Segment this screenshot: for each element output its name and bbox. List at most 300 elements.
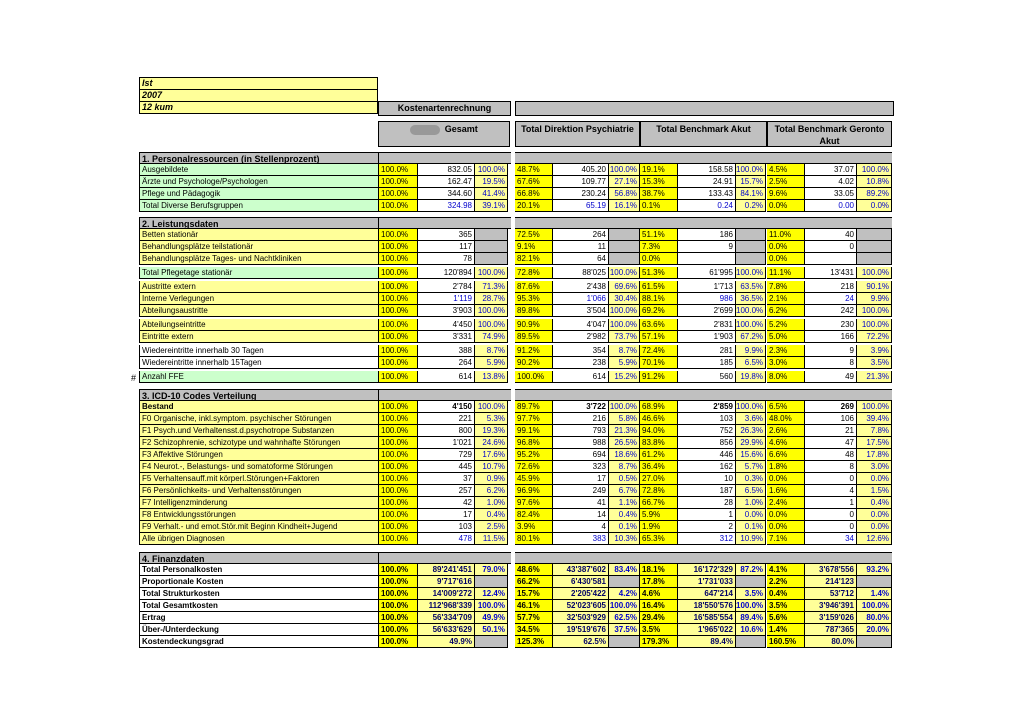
pct-of-total: 100.0%	[609, 600, 640, 612]
pct-share: 11.1%	[767, 267, 805, 279]
value: 120'894	[418, 267, 475, 279]
pct-of-total: 4.2%	[609, 588, 640, 600]
pct-of-total: 20.0%	[857, 624, 892, 636]
table-row	[139, 425, 899, 437]
section-fill	[515, 389, 892, 401]
value: 61'995	[678, 267, 736, 279]
value: 10	[678, 473, 736, 485]
pct-share: 0.0%	[767, 200, 805, 212]
pct-share: 100.0%	[515, 371, 553, 383]
row-label: Total Personalkosten	[139, 564, 379, 576]
pct-of-total: 62.5%	[609, 612, 640, 624]
value: 694	[553, 449, 609, 461]
pct-of-total	[736, 253, 766, 265]
pct-share: 80.1%	[515, 533, 553, 545]
pct-of-total: 21.3%	[609, 425, 640, 437]
table-row	[139, 281, 899, 293]
value: 0.24	[678, 200, 736, 212]
section-title: 2. Leistungsdaten	[139, 217, 379, 229]
table-row	[139, 293, 899, 305]
value: 186	[678, 229, 736, 241]
row-label: Pflege und Pädagogik	[139, 188, 379, 200]
value: 2	[678, 521, 736, 533]
pct-share: 0.0%	[767, 521, 805, 533]
pct-share: 83.8%	[640, 437, 678, 449]
value: 2'982	[553, 331, 609, 343]
pct-share: 2.5%	[767, 176, 805, 188]
pct-share: 5.2%	[767, 319, 805, 331]
pct-share: 5.0%	[767, 331, 805, 343]
pct-of-total: 1.5%	[857, 485, 892, 497]
value: 0	[805, 241, 857, 253]
value: 162	[678, 461, 736, 473]
pct-share: 88.1%	[640, 293, 678, 305]
table-row	[139, 253, 899, 265]
pct-of-total	[736, 636, 766, 648]
value: 793	[553, 425, 609, 437]
pct-of-total: 0.0%	[736, 509, 766, 521]
value: 3'946'391	[805, 600, 857, 612]
pct-share: 100.0%	[379, 281, 418, 293]
value: 16'585'554	[678, 612, 736, 624]
pct-share: 72.5%	[515, 229, 553, 241]
value: 1'119	[418, 293, 475, 305]
row-label: Austritte extern	[139, 281, 379, 293]
pct-share: 125.3%	[515, 636, 553, 648]
row-label: Total Gesamtkosten	[139, 600, 379, 612]
pct-of-total: 87.2%	[736, 564, 766, 576]
pct-of-total: 10.7%	[475, 461, 508, 473]
pct-of-total: 100.0%	[609, 401, 640, 413]
value: 446	[678, 449, 736, 461]
pct-share: 100.0%	[379, 449, 418, 461]
table-row	[139, 521, 899, 533]
pct-of-total: 0.2%	[736, 200, 766, 212]
value: 158.58	[678, 164, 736, 176]
pct-share: 66.7%	[640, 497, 678, 509]
pct-share: 100.0%	[379, 188, 418, 200]
pct-of-total: 24.6%	[475, 437, 508, 449]
pct-share: 38.7%	[640, 188, 678, 200]
pct-of-total	[857, 576, 892, 588]
pct-share: 82.4%	[515, 509, 553, 521]
section-fill	[515, 217, 892, 229]
table-row	[139, 401, 899, 413]
value: 218	[805, 281, 857, 293]
pct-share: 68.9%	[640, 401, 678, 413]
col-akut: Total Benchmark Akut	[640, 121, 767, 147]
pct-of-total: 5.9%	[609, 357, 640, 369]
value: 1'021	[418, 437, 475, 449]
pct-share: 89.8%	[515, 305, 553, 317]
pct-of-total: 3.5%	[736, 588, 766, 600]
pct-of-total: 8.7%	[609, 461, 640, 473]
table-row	[139, 413, 899, 425]
pct-share: 17.8%	[640, 576, 678, 588]
pct-share: 100.0%	[379, 319, 418, 331]
pct-share: 100.0%	[379, 267, 418, 279]
pct-share: 72.8%	[515, 267, 553, 279]
pct-share: 100.0%	[379, 305, 418, 317]
value: 117	[418, 241, 475, 253]
pct-share: 45.9%	[515, 473, 553, 485]
value: 106	[805, 413, 857, 425]
pct-of-total: 5.7%	[736, 461, 766, 473]
value: 264	[553, 229, 609, 241]
value: 13'431	[805, 267, 857, 279]
pct-of-total: 100.0%	[609, 319, 640, 331]
value: 162.47	[418, 176, 475, 188]
section-fill	[515, 152, 892, 164]
pct-of-total: 6.2%	[475, 485, 508, 497]
value: 856	[678, 437, 736, 449]
table-row	[139, 319, 899, 331]
pct-share: 63.6%	[640, 319, 678, 331]
value: 166	[805, 331, 857, 343]
value: 230.24	[553, 188, 609, 200]
value: 52'023'605	[553, 600, 609, 612]
pct-share: 100.0%	[379, 533, 418, 545]
pct-share: 66.2%	[515, 576, 553, 588]
pct-share: 15.7%	[515, 588, 553, 600]
pct-of-total	[857, 253, 892, 265]
value: 4'047	[553, 319, 609, 331]
pct-share: 1.6%	[767, 485, 805, 497]
table-row	[139, 241, 899, 253]
pct-of-total: 5.8%	[609, 413, 640, 425]
col-gesamt-icon	[410, 125, 440, 135]
row-label: Behandlungsplätze Tages- und Nachtkliniken	[139, 253, 379, 265]
table-row	[139, 588, 899, 600]
section-fill	[379, 552, 511, 564]
pct-share: 1.8%	[767, 461, 805, 473]
value: 0	[805, 521, 857, 533]
value: 614	[418, 371, 475, 383]
pct-share: 16.4%	[640, 600, 678, 612]
pct-of-total: 100.0%	[857, 164, 892, 176]
pct-share: 5.6%	[767, 612, 805, 624]
pct-share: 95.3%	[515, 293, 553, 305]
pct-share: 3.9%	[515, 521, 553, 533]
col-gesamt-label: Gesamt	[444, 124, 478, 134]
pct-share: 99.1%	[515, 425, 553, 437]
pct-of-total	[857, 636, 892, 648]
value: 18'550'576	[678, 600, 736, 612]
pct-of-total: 67.2%	[736, 331, 766, 343]
pct-of-total: 0.0%	[857, 200, 892, 212]
pct-share: 67.6%	[515, 176, 553, 188]
pct-share: 100.0%	[379, 636, 418, 648]
pct-of-total: 15.2%	[609, 371, 640, 383]
section-title: 1. Personalressourcen (in Stellenprozent)	[139, 152, 379, 164]
pct-share: 7.1%	[767, 533, 805, 545]
value: 216	[553, 413, 609, 425]
section-title: 4. Finanzdaten	[139, 552, 379, 564]
value: 64	[553, 253, 609, 265]
value: 78	[418, 253, 475, 265]
value: 11	[553, 241, 609, 253]
value: 109.77	[553, 176, 609, 188]
table-row	[139, 485, 899, 497]
value: 729	[418, 449, 475, 461]
pct-of-total: 50.1%	[475, 624, 508, 636]
pct-share: 61.2%	[640, 449, 678, 461]
pct-share: 89.5%	[515, 331, 553, 343]
value: 2'205'422	[553, 588, 609, 600]
pct-of-total: 17.8%	[857, 449, 892, 461]
pct-share: 48.7%	[515, 164, 553, 176]
pct-share: 48.0%	[767, 413, 805, 425]
pct-share: 100.0%	[379, 624, 418, 636]
value: 28	[678, 497, 736, 509]
pct-share: 91.2%	[640, 371, 678, 383]
pct-of-total: 0.1%	[736, 521, 766, 533]
table-row	[139, 612, 899, 624]
header-year: 2007	[139, 89, 378, 102]
pct-of-total: 80.0%	[857, 612, 892, 624]
pct-of-total: 1.1%	[609, 497, 640, 509]
pct-share: 100.0%	[379, 357, 418, 369]
row-label: Behandlungsplätze teilstationär	[139, 241, 379, 253]
value: 4	[805, 485, 857, 497]
pct-share: 7.3%	[640, 241, 678, 253]
pct-of-total: 84.1%	[736, 188, 766, 200]
value: 0	[805, 509, 857, 521]
pct-share: 20.1%	[515, 200, 553, 212]
pct-of-total: 19.3%	[475, 425, 508, 437]
pct-of-total: 12.6%	[857, 533, 892, 545]
pct-of-total: 3.9%	[857, 345, 892, 357]
pct-share: 91.2%	[515, 345, 553, 357]
pct-share: 66.8%	[515, 188, 553, 200]
value: 752	[678, 425, 736, 437]
value: 230	[805, 319, 857, 331]
pct-of-total: 100.0%	[857, 319, 892, 331]
pct-share: 0.0%	[767, 509, 805, 521]
value: 41	[553, 497, 609, 509]
pct-share: 100.0%	[379, 200, 418, 212]
pct-share: 90.9%	[515, 319, 553, 331]
pct-share: 5.9%	[640, 509, 678, 521]
value: 48	[805, 449, 857, 461]
row-label: Total Strukturkosten	[139, 588, 379, 600]
value: 787'365	[805, 624, 857, 636]
pct-share: 100.0%	[379, 600, 418, 612]
pct-of-total: 72.2%	[857, 331, 892, 343]
value: 264	[418, 357, 475, 369]
value: 312	[678, 533, 736, 545]
pct-share: 18.1%	[640, 564, 678, 576]
pct-of-total	[736, 241, 766, 253]
value: 221	[418, 413, 475, 425]
table-row	[139, 331, 899, 343]
pct-of-total: 12.4%	[475, 588, 508, 600]
pct-share: 100.0%	[379, 293, 418, 305]
table-row	[139, 600, 899, 612]
pct-of-total: 90.1%	[857, 281, 892, 293]
pct-share: 46.1%	[515, 600, 553, 612]
pct-share: 100.0%	[379, 612, 418, 624]
value: 3'159'026	[805, 612, 857, 624]
section-fill	[379, 152, 511, 164]
value: 24	[805, 293, 857, 305]
pct-share: 100.0%	[379, 401, 418, 413]
pct-share: 100.0%	[379, 509, 418, 521]
pct-share: 100.0%	[379, 371, 418, 383]
pct-share: 3.5%	[640, 624, 678, 636]
value: 2'699	[678, 305, 736, 317]
header-ist: Ist	[139, 77, 378, 90]
value: 88'025	[553, 267, 609, 279]
pct-of-total	[475, 253, 508, 265]
pct-of-total: 9.9%	[857, 293, 892, 305]
pct-of-total: 100.0%	[736, 267, 766, 279]
value: 988	[553, 437, 609, 449]
value: 49	[805, 371, 857, 383]
value: 21	[805, 425, 857, 437]
pct-of-total	[609, 576, 640, 588]
section-title: 3. ICD-10 Codes Verteilung	[139, 389, 379, 401]
value: 257	[418, 485, 475, 497]
header-bar-right	[515, 101, 894, 116]
table-row	[139, 371, 899, 383]
row-label: Anzahl FFE	[139, 371, 379, 383]
value: 37.07	[805, 164, 857, 176]
section-fill	[515, 552, 892, 564]
pct-of-total: 100.0%	[736, 600, 766, 612]
value: 6'430'581	[553, 576, 609, 588]
pct-of-total	[609, 253, 640, 265]
value	[805, 253, 857, 265]
pct-share: 51.3%	[640, 267, 678, 279]
pct-of-total: 8.7%	[609, 345, 640, 357]
value: 187	[678, 485, 736, 497]
section-fill	[379, 217, 511, 229]
pct-of-total: 100.0%	[475, 319, 508, 331]
pct-share: 2.6%	[767, 425, 805, 437]
value: 238	[553, 357, 609, 369]
value: 269	[805, 401, 857, 413]
pct-of-total	[736, 576, 766, 588]
value: 33.05	[805, 188, 857, 200]
pct-of-total: 79.0%	[475, 564, 508, 576]
pct-share: 0.0%	[767, 253, 805, 265]
pct-share: 100.0%	[379, 437, 418, 449]
pct-share: 2.2%	[767, 576, 805, 588]
row-marker: #	[131, 373, 137, 383]
pct-share: 2.4%	[767, 497, 805, 509]
pct-of-total: 29.9%	[736, 437, 766, 449]
value: 1'731'033	[678, 576, 736, 588]
value: 4'150	[418, 401, 475, 413]
pct-share: 8.0%	[767, 371, 805, 383]
pct-share: 9.1%	[515, 241, 553, 253]
pct-of-total: 100.0%	[857, 305, 892, 317]
pct-share: 15.3%	[640, 176, 678, 188]
value: 112'968'339	[418, 600, 475, 612]
value: 1	[678, 509, 736, 521]
pct-of-total: 1.4%	[857, 588, 892, 600]
pct-of-total: 10.9%	[736, 533, 766, 545]
pct-share: 4.1%	[767, 564, 805, 576]
pct-of-total: 28.7%	[475, 293, 508, 305]
pct-share: 4.5%	[767, 164, 805, 176]
value: 1'903	[678, 331, 736, 343]
value: 354	[553, 345, 609, 357]
value: 16'172'329	[678, 564, 736, 576]
value: 4'450	[418, 319, 475, 331]
value: 40	[805, 229, 857, 241]
pct-share: 100.0%	[379, 588, 418, 600]
value: 1'713	[678, 281, 736, 293]
pct-of-total: 49.9%	[475, 612, 508, 624]
value: 0	[805, 473, 857, 485]
pct-share: 6.5%	[767, 401, 805, 413]
pct-share: 94.0%	[640, 425, 678, 437]
pct-share: 6.2%	[767, 305, 805, 317]
value: 4	[553, 521, 609, 533]
value: 9	[678, 241, 736, 253]
value: 34	[805, 533, 857, 545]
pct-of-total	[609, 241, 640, 253]
value: 2'784	[418, 281, 475, 293]
row-label: Total Pflegetage stationär	[139, 267, 379, 279]
value: 1	[805, 497, 857, 509]
row-label: Interne Verlegungen	[139, 293, 379, 305]
pct-of-total: 0.0%	[857, 521, 892, 533]
value: 37	[418, 473, 475, 485]
row-label: F6 Persönlichkeits- und Verhaltensstörungen	[139, 485, 379, 497]
row-label: Wiedereintritte innerhalb 15Tagen	[139, 357, 379, 369]
pct-of-total: 18.6%	[609, 449, 640, 461]
pct-of-total: 100.0%	[736, 305, 766, 317]
pct-of-total	[857, 241, 892, 253]
row-label: Eintritte extern	[139, 331, 379, 343]
pct-of-total: 100.0%	[736, 319, 766, 331]
pct-share: 72.4%	[640, 345, 678, 357]
table-row	[139, 473, 899, 485]
pct-share: 96.8%	[515, 437, 553, 449]
value: 8	[805, 357, 857, 369]
value: 14	[553, 509, 609, 521]
pct-share: 65.3%	[640, 533, 678, 545]
col-geronto: Total Benchmark Geronto Akut	[767, 121, 892, 147]
pct-share: 48.6%	[515, 564, 553, 576]
table-row	[139, 564, 899, 576]
pct-of-total: 26.5%	[609, 437, 640, 449]
table-row	[139, 449, 899, 461]
value: 49.9%	[418, 636, 475, 648]
pct-share: 61.5%	[640, 281, 678, 293]
pct-share: 89.7%	[515, 401, 553, 413]
value: 103	[418, 521, 475, 533]
value: 560	[678, 371, 736, 383]
pct-share: 87.6%	[515, 281, 553, 293]
table-row	[139, 176, 899, 188]
pct-share: 0.4%	[767, 588, 805, 600]
value: 89'241'451	[418, 564, 475, 576]
pct-of-total: 69.6%	[609, 281, 640, 293]
pct-of-total: 10.3%	[609, 533, 640, 545]
pct-of-total: 37.5%	[609, 624, 640, 636]
pct-of-total: 7.8%	[857, 425, 892, 437]
pct-of-total: 1.0%	[736, 497, 766, 509]
pct-of-total: 0.1%	[609, 521, 640, 533]
value: 365	[418, 229, 475, 241]
pct-share: 100.0%	[379, 461, 418, 473]
pct-share: 29.4%	[640, 612, 678, 624]
value: 103	[678, 413, 736, 425]
